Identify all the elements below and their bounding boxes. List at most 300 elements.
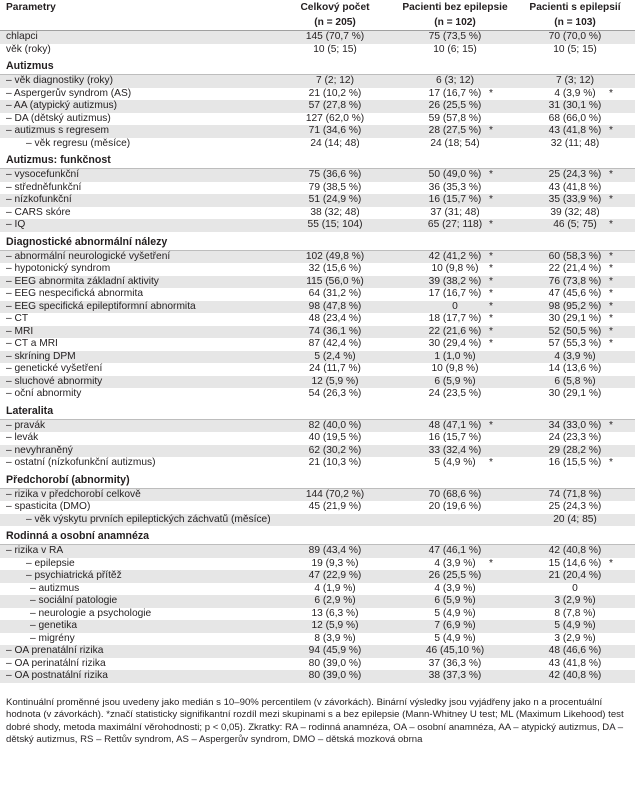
cell-value: 20 (4; 85) [553, 513, 597, 525]
row-label: – sluchové abnormity [0, 376, 275, 389]
cell-value: 52 (50,5 %) [548, 325, 602, 337]
cell-c1 [275, 608, 395, 621]
cell-value: 10 (9,8 %) [431, 363, 479, 374]
cell-c3 [515, 670, 635, 683]
cell-value: 35 (33,9 %) [548, 194, 602, 205]
row-label: – OA postnatální rizika [0, 670, 275, 683]
cell-value: 30 (29,4 %) [428, 338, 482, 349]
cell-c1 [275, 501, 395, 514]
row-label: – genetické vyšetření [6, 363, 103, 374]
table-row [0, 351, 635, 364]
row-label: – psychiatrická přítěž [0, 570, 275, 583]
cell-value: 98 (47,8 %) [308, 300, 362, 312]
cell-c3 [515, 583, 635, 596]
significance-marker: * [609, 263, 613, 274]
cell-c3 [515, 457, 635, 470]
significance-marker: * [489, 194, 493, 205]
cell-c1 [275, 88, 395, 101]
cell-c1 [275, 645, 395, 658]
table-row [0, 363, 635, 376]
cell-c3 [515, 633, 635, 646]
table-row [0, 113, 635, 126]
cell-c1 [275, 326, 395, 339]
cell-c3 [515, 31, 635, 44]
table-row [0, 558, 635, 571]
cell-value: 5 (2,4 %) [314, 350, 356, 362]
cell-c3 [515, 545, 635, 558]
table-row [0, 608, 635, 621]
cell-c2 [395, 250, 515, 263]
significance-marker: * [609, 288, 613, 299]
cell-c1 [275, 169, 395, 182]
cell-c1 [275, 376, 395, 389]
row-label: – migrény [30, 632, 75, 644]
cell-c2 [395, 376, 515, 389]
cell-value: 42 (40,8 %) [548, 670, 602, 681]
significance-marker: * [489, 313, 493, 324]
cell-c1 [275, 194, 395, 207]
cell-c1 [275, 31, 395, 44]
cell-c1 [275, 75, 395, 88]
row-label: – CT [6, 313, 29, 324]
row-label: – levák [6, 432, 39, 443]
row-label: – nevyhraněný [0, 445, 275, 458]
table-row [0, 169, 635, 182]
cell-c2 [395, 326, 515, 339]
cell-value: 5 (4,9 %) [434, 607, 476, 619]
cell-value: 71 (34,6 %) [308, 125, 362, 136]
cell-c3 [515, 351, 635, 364]
cell-value: 22 (21,4 %) [548, 263, 602, 274]
cell-c3 [515, 558, 635, 571]
significance-marker: * [489, 338, 493, 349]
row-label: – sociální patologie [0, 595, 275, 608]
cell-c1 [275, 445, 395, 458]
cell-c1 [275, 182, 395, 195]
cell-c2 [395, 658, 515, 671]
significance-marker: * [609, 325, 613, 337]
cell-c3 [515, 608, 635, 621]
cell-value: 42 (41,2 %) [428, 250, 482, 262]
cell-c3 [515, 338, 635, 351]
cell-c1 [275, 250, 395, 263]
cell-c2 [395, 113, 515, 126]
cell-value: 38 (32; 48) [310, 206, 360, 218]
significance-marker: * [489, 275, 493, 287]
cell-value: 37 (31; 48) [430, 206, 480, 218]
cell-c2 [395, 276, 515, 289]
cell-c1 [275, 44, 395, 57]
cell-c3 [515, 445, 635, 458]
cell-c3 [515, 376, 635, 389]
cell-c1 [275, 100, 395, 113]
cell-value: 16 (15,7 %) [428, 194, 482, 205]
cell-value: 24 (18; 54) [430, 137, 480, 149]
cell-value: 18 (17,7 %) [428, 313, 482, 324]
significance-marker: * [609, 313, 613, 324]
row-label: – OA prenatální rizika [0, 645, 275, 658]
significance-marker: * [609, 169, 613, 180]
cell-value: 40 (19,5 %) [308, 432, 362, 443]
significance-marker: * [489, 169, 493, 180]
cell-c2 [395, 351, 515, 364]
row-label: chlapci [0, 31, 275, 44]
table-row [0, 338, 635, 351]
cell-c3 [515, 125, 635, 138]
significance-marker: * [609, 557, 613, 569]
cell-c3 [515, 44, 635, 57]
section-title: Autizmus [6, 60, 54, 72]
cell-c1 [275, 138, 395, 151]
header-celkovy-n: (n = 205) [275, 15, 395, 31]
significance-marker: * [489, 250, 493, 262]
table-row [0, 88, 635, 101]
row-label: – neurologie a psychologie [30, 607, 152, 619]
header-empty [0, 15, 275, 31]
table-row [0, 125, 635, 138]
cell-value: 10 (9,8 %) [431, 263, 479, 274]
cell-value: 6 (2,9 %) [314, 595, 356, 606]
cell-c3 [515, 88, 635, 101]
cell-c1 [275, 595, 395, 608]
section-header [0, 401, 635, 420]
cell-c3 [515, 313, 635, 326]
cell-value: 79 (38,5 %) [308, 181, 362, 193]
row-label: – CT a MRI [6, 338, 58, 349]
cell-c2 [395, 363, 515, 376]
cell-value: 21 (20,4 %) [548, 570, 602, 581]
cell-value: 26 (25,5 %) [428, 100, 482, 111]
table-row [0, 457, 635, 470]
row-label: – genetika [0, 620, 275, 633]
table-row [0, 645, 635, 658]
cell-value: 17 (16,7 %) [428, 87, 482, 99]
cell-c1 [275, 276, 395, 289]
cell-c2 [395, 645, 515, 658]
section-title: Rodinná a osobní anamnéza [6, 530, 150, 542]
cell-value: 74 (71,8 %) [548, 488, 602, 500]
cell-value: 10 (5; 15) [313, 43, 357, 55]
cell-c3 [515, 250, 635, 263]
cell-c3 [515, 100, 635, 113]
table-row [0, 545, 635, 558]
cell-value: 87 (42,4 %) [308, 338, 362, 349]
table-row [0, 658, 635, 671]
cell-value: 21 (10,3 %) [308, 457, 362, 468]
cell-c1 [275, 219, 395, 232]
cell-c2 [395, 620, 515, 633]
cell-value: 24 (23,5 %) [428, 388, 482, 399]
cell-c3 [515, 75, 635, 88]
cell-value: 10 (5; 15) [553, 43, 597, 55]
cell-c3 [515, 301, 635, 314]
cell-c1 [275, 570, 395, 583]
cell-c1 [275, 207, 395, 220]
table-row [0, 514, 635, 527]
significance-marker: * [609, 275, 613, 287]
row-label: – EEG specifická epileptiformní abnormita [0, 301, 275, 314]
table-row [0, 288, 635, 301]
cell-value: 16 (15,7 %) [428, 432, 482, 443]
cell-value: 6 (5,9 %) [434, 375, 476, 387]
table-row [0, 670, 635, 683]
cell-value: 4 (3,9 %) [554, 350, 596, 362]
cell-c1 [275, 670, 395, 683]
cell-c3 [515, 388, 635, 401]
cell-value: 145 (70,7 %) [305, 31, 365, 42]
cell-c2 [395, 88, 515, 101]
cell-c2 [395, 445, 515, 458]
cell-value: 3 (2,9 %) [554, 632, 596, 644]
cell-c2 [395, 419, 515, 432]
cell-c3 [515, 207, 635, 220]
cell-value: 4 (1,9 %) [314, 582, 356, 594]
cell-c2 [395, 608, 515, 621]
header-bez-epilepsie: Pacienti bez epilepsie [395, 0, 515, 15]
cell-value: 59 (57,8 %) [428, 112, 482, 124]
cell-c3 [515, 288, 635, 301]
cell-value: 70 (68,6 %) [428, 488, 482, 500]
cell-c3 [515, 138, 635, 151]
row-label: – věk výskytu prvních epileptických záchvatů (měsíce) [0, 514, 275, 527]
table-row [0, 75, 635, 88]
cell-c3 [515, 514, 635, 527]
header-s-epilepsii: Pacienti s epilepsií [515, 0, 635, 15]
cell-value: 7 (3; 12) [556, 75, 594, 86]
table-row [0, 501, 635, 514]
section-header [0, 470, 635, 489]
cell-value: 4 (3,9 %) [554, 87, 596, 99]
cell-c2 [395, 125, 515, 138]
cell-value: 8 (3,9 %) [314, 632, 356, 644]
cell-c2 [395, 432, 515, 445]
cell-c1 [275, 338, 395, 351]
cell-value: 12 (5,9 %) [311, 375, 359, 387]
cell-c1 [275, 301, 395, 314]
cell-c1 [275, 583, 395, 596]
row-label: – autizmus [30, 582, 80, 594]
cell-value: 20 (19,6 %) [428, 501, 482, 512]
cell-value: 43 (41,8 %) [548, 657, 602, 669]
cell-c1 [275, 558, 395, 571]
cell-c2 [395, 207, 515, 220]
significance-marker: * [609, 338, 613, 349]
cell-value: 5 (4,9 %) [434, 457, 476, 468]
cell-c1 [275, 125, 395, 138]
cell-c3 [515, 488, 635, 501]
cell-c3 [515, 501, 635, 514]
cell-value: 144 (70,2 %) [305, 488, 365, 500]
cell-value: 48 (46,6 %) [548, 645, 602, 656]
row-label: – věk diagnostiky (roky) [0, 75, 275, 88]
cell-value: 0 [452, 300, 458, 312]
cell-c2 [395, 570, 515, 583]
cell-c2 [395, 633, 515, 646]
row-label: – AA (atypický autizmus) [0, 100, 275, 113]
row-label: – skríning DPM [0, 351, 275, 364]
row-label: věk (roky) [6, 43, 51, 55]
cell-value: 12 (5,9 %) [311, 620, 359, 631]
cell-c3 [515, 595, 635, 608]
cell-c2 [395, 670, 515, 683]
cell-c2 [395, 488, 515, 501]
row-label: – oční abnormity [6, 388, 82, 399]
cell-value: 28 (27,5 %) [428, 125, 482, 136]
section-header [0, 526, 635, 545]
cell-c3 [515, 169, 635, 182]
cell-value: 60 (58,3 %) [548, 250, 602, 262]
cell-value: 33 (32,4 %) [428, 444, 482, 456]
cell-c3 [515, 570, 635, 583]
significance-marker: * [609, 87, 613, 99]
significance-marker: * [489, 219, 493, 230]
cell-c1 [275, 457, 395, 470]
cell-value: 34 (33,0 %) [548, 419, 602, 431]
cell-c1 [275, 514, 395, 527]
significance-marker: * [609, 250, 613, 262]
table-row [0, 620, 635, 633]
cell-value: 57 (55,3 %) [548, 338, 602, 349]
cell-c1 [275, 288, 395, 301]
row-label: – ostatní (nízkofunkční autizmus) [6, 457, 156, 468]
cell-value: 7 (6,9 %) [434, 620, 476, 631]
cell-value: 0 [572, 582, 578, 594]
table-row [0, 583, 635, 596]
row-label: – středněfunkční [6, 181, 82, 193]
cell-value: 16 (15,5 %) [548, 457, 602, 468]
cell-value: 25 (24,3 %) [548, 501, 602, 512]
cell-value: 24 (23,3 %) [548, 432, 602, 443]
cell-value: 4 (3,9 %) [434, 557, 476, 569]
cell-value: 25 (24,3 %) [548, 169, 602, 180]
cell-c3 [515, 658, 635, 671]
row-label: – pravák [0, 419, 275, 432]
row-label: – vysocefunkční [0, 169, 275, 182]
significance-marker: * [489, 87, 493, 99]
cell-value: 80 (39,0 %) [308, 657, 362, 669]
cell-value: 36 (35,3 %) [428, 181, 482, 193]
cell-value: 102 (49,8 %) [305, 250, 365, 262]
cell-c2 [395, 44, 515, 57]
table-row [0, 250, 635, 263]
table-row [0, 488, 635, 501]
cell-value: 50 (49,0 %) [428, 169, 482, 180]
cell-value: 47 (22,9 %) [308, 570, 362, 581]
cell-value: 32 (15,6 %) [308, 263, 362, 274]
cell-value: 8 (7,8 %) [554, 607, 596, 619]
row-label: – DA (dětský autizmus) [6, 112, 111, 124]
cell-c3 [515, 263, 635, 276]
cell-value: 74 (36,1 %) [308, 325, 362, 337]
cell-value: 24 (11,7 %) [309, 363, 361, 374]
cell-c3 [515, 645, 635, 658]
cell-value: 39 (38,2 %) [428, 275, 482, 287]
cell-c2 [395, 182, 515, 195]
cell-c3 [515, 432, 635, 445]
cell-value: 37 (36,3 %) [428, 657, 482, 669]
cell-c2 [395, 301, 515, 314]
cell-c1 [275, 363, 395, 376]
row-label: – OA perinatální rizika [6, 657, 106, 669]
header-bez-epilepsie-n: (n = 102) [395, 15, 515, 31]
cell-value: 1 (1,0 %) [434, 350, 476, 362]
table-row [0, 376, 635, 389]
cell-value: 10 (6; 15) [433, 43, 477, 55]
section-header [0, 56, 635, 75]
row-label: – IQ [0, 219, 275, 232]
cell-value: 21 (10,2 %) [308, 87, 362, 99]
cell-c3 [515, 620, 635, 633]
cell-value: 48 (23,4 %) [308, 313, 362, 324]
cell-c3 [515, 276, 635, 289]
cell-value: 26 (25,5 %) [428, 570, 482, 581]
cell-value: 29 (28,2 %) [548, 444, 602, 456]
table-row [0, 276, 635, 289]
cell-c1 [275, 113, 395, 126]
cell-c2 [395, 313, 515, 326]
cell-value: 17 (16,7 %) [428, 288, 482, 299]
cell-c2 [395, 219, 515, 232]
cell-c3 [515, 419, 635, 432]
cell-c3 [515, 194, 635, 207]
cell-c1 [275, 263, 395, 276]
cell-c3 [515, 363, 635, 376]
row-label: – hypotonický syndrom [6, 263, 111, 274]
cell-value: 46 (45,10 %) [425, 645, 485, 656]
significance-marker: * [609, 125, 613, 136]
cell-c2 [395, 457, 515, 470]
table-header [0, 0, 635, 31]
cell-value: 42 (40,8 %) [548, 545, 602, 556]
cell-c1 [275, 545, 395, 558]
header-parametry: Parametry [0, 0, 275, 15]
significance-marker: * [609, 457, 613, 468]
cell-value: 75 (36,6 %) [308, 169, 362, 180]
significance-marker: * [489, 325, 493, 337]
cell-c2 [395, 75, 515, 88]
table-row [0, 313, 635, 326]
cell-c2 [395, 100, 515, 113]
table-row [0, 263, 635, 276]
cell-c1 [275, 658, 395, 671]
cell-c2 [395, 595, 515, 608]
section-header [0, 232, 635, 251]
cell-value: 94 (45,9 %) [308, 645, 362, 656]
cell-value: 62 (30,2 %) [308, 444, 362, 456]
cell-value: 5 (4,9 %) [434, 632, 476, 644]
cell-value: 64 (31,2 %) [308, 288, 362, 299]
cell-c1 [275, 419, 395, 432]
cell-value: 55 (15; 104) [307, 219, 363, 230]
table-row [0, 388, 635, 401]
cell-value: 24 (14; 48) [310, 137, 360, 149]
significance-marker: * [489, 457, 493, 468]
cell-c1 [275, 432, 395, 445]
row-label: – epilepsie [26, 557, 75, 569]
cell-value: 89 (43,4 %) [308, 545, 362, 556]
cell-c2 [395, 194, 515, 207]
cell-c2 [395, 31, 515, 44]
table-row [0, 182, 635, 195]
significance-marker: * [609, 219, 613, 230]
table-row [0, 633, 635, 646]
cell-value: 57 (27,8 %) [308, 100, 362, 111]
table-row [0, 595, 635, 608]
header-celkovy-pocet: Celkový počet [275, 0, 395, 15]
cell-c1 [275, 351, 395, 364]
row-label: – spasticita (DMO) [6, 501, 91, 512]
significance-marker: * [609, 194, 613, 205]
